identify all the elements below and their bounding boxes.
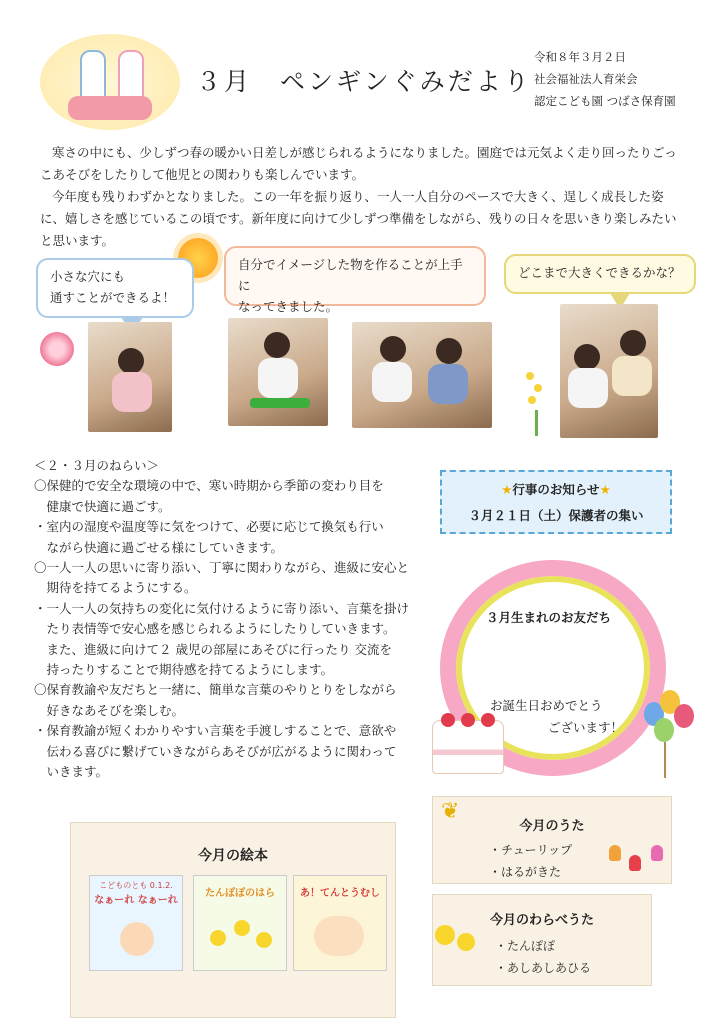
- bubble-text: どこまで大きくできるかな？: [518, 265, 681, 280]
- aims-line: 好きなあそびを楽しむ。: [34, 702, 185, 718]
- song-item: ・チューリップ: [489, 843, 573, 857]
- book-series: こどものとも 0.1.2.: [99, 881, 173, 890]
- bubble-text: なってきました。: [238, 299, 339, 314]
- aims-line: ・一人一人の気持ちの変化に気付けるように寄り添い、言葉を掛け: [34, 600, 410, 616]
- bubble-text: 自分でイメージした物を作ることが上手に: [238, 257, 463, 293]
- songs-panel: [432, 796, 672, 884]
- intro-paragraph: 今年度も残りわずかとなりました。この一年を振り返り、一人一人自分のペースで大きく、逞しく成長した姿に、嬉しさを感じているこの頃です。新年度に向けて少しずつ準備をしながら、残りの日々を思いきり楽しみたいと思います。: [40, 189, 677, 248]
- star-icon: ★: [599, 482, 611, 497]
- tulip-icon: [651, 845, 663, 861]
- aims-line: また、進級に向けて２ 歳児の部屋にあそびに行ったり 交流を: [34, 641, 392, 657]
- plum-flower-icon: [40, 332, 74, 366]
- photo-child-building: [228, 318, 328, 426]
- songs-title: 今月のうた: [519, 819, 585, 834]
- photo-children-tower: [560, 304, 658, 438]
- intro-paragraph: 寒さの中にも、少しずつ春の暖かい日差しが感じられるようになりました。園庭では元気よく走り回ったりごっこあそびをしたりして他児との関わりも楽しんでいます。: [40, 145, 677, 182]
- event-item: ３月２１日（土）保護者の集い: [468, 508, 644, 523]
- aims-section: [34, 456, 410, 783]
- aims-line: 期待を持てるようにする。: [34, 580, 197, 596]
- aims-heading: ＜２・３月のねらい＞: [34, 458, 160, 473]
- aims-line: 伝わる喜びに繋げていきながらあそびが広がるように関わって: [34, 743, 397, 759]
- dandelion-icon: [435, 925, 455, 945]
- birthday-message: [490, 695, 623, 739]
- book-title: なぁーれ なぁーれ: [94, 895, 178, 906]
- aims-line: 〇保育教諭や友だちと一緒に、簡単な言葉のやりとりをしながら: [34, 682, 397, 698]
- school-name: 認定こども園 つばさ保育園: [534, 94, 676, 108]
- photo-children-blocks: [352, 322, 492, 428]
- warabeuta-panel: [432, 894, 652, 986]
- speech-bubble-left: [36, 258, 194, 318]
- books-title: 今月の絵本: [198, 848, 268, 864]
- speech-bubble-right: [504, 254, 696, 294]
- event-notice: [440, 470, 672, 534]
- warabeuta-item: ・たんぽぽ: [495, 939, 556, 953]
- aims-line: たり表情等で安心感を感じられるようにしたりしていきます。: [34, 621, 396, 637]
- butterfly-icon: ❦: [441, 799, 460, 824]
- song-item: ・はるがきた: [489, 865, 562, 879]
- book-title: たんぽぽのはら: [205, 888, 275, 899]
- balloons-icon: [640, 690, 700, 780]
- star-icon: ★: [501, 482, 513, 497]
- event-title: 行事のお知らせ: [512, 482, 600, 497]
- birthday-title: ３月生まれのお友だち: [486, 610, 612, 625]
- bubble-text: 通すことができるよ！: [50, 290, 176, 305]
- aims-line: 持ったりすることで期待感を持てるようにします。: [34, 662, 334, 678]
- bubble-text: 小さな穴にも: [50, 269, 126, 284]
- book-title: あ！てんとうむし: [300, 888, 380, 899]
- header-meta: [534, 46, 676, 112]
- book-cover: [89, 875, 183, 971]
- speech-bubble-center: [224, 246, 486, 314]
- hina-dolls-illustration: [40, 34, 180, 130]
- tulip-icon: [609, 845, 621, 861]
- organization-name: 社会福祉法人育栄会: [534, 72, 638, 86]
- aims-line: ・保育教諭が短くわかりやすい言葉を手渡しすることで、意欲や: [34, 723, 397, 739]
- photo-child-threading: [88, 322, 172, 432]
- book-cover: [193, 875, 287, 971]
- book-cover: [293, 875, 387, 971]
- dandelion-icon: [457, 933, 475, 951]
- aims-line: 〇保健的で安全な環境の中で、寒い時期から季節の変わり目を: [34, 478, 384, 494]
- mimosa-icon: [522, 372, 550, 436]
- tulip-icon: [629, 855, 641, 871]
- warabeuta-title: 今月のわらべうた: [489, 913, 594, 928]
- aims-line: 〇一人一人の思いに寄り添い、丁寧に関わりながら、進級に安心と: [34, 560, 410, 576]
- cake-icon: [432, 720, 504, 774]
- aims-line: 健康で快適に過ごす。: [34, 498, 171, 514]
- birthday-line: ございます！: [548, 720, 624, 735]
- issue-date: 令和８年３月２日: [534, 50, 626, 64]
- warabeuta-item: ・あしあしあひる: [495, 961, 592, 975]
- page-title: ３月 ペンギンぐみだより: [196, 67, 532, 96]
- aims-line: ・室内の湿度や温度等に気をつけて、必要に応じて換気も行い: [34, 519, 384, 535]
- picture-books-panel: [70, 822, 396, 1018]
- intro-text: [40, 142, 680, 252]
- aims-line: ながら快適に過ごせる様にしていきます。: [34, 539, 284, 555]
- aims-line: いきます。: [34, 764, 109, 780]
- birthday-line: お誕生日おめでとう: [490, 698, 603, 713]
